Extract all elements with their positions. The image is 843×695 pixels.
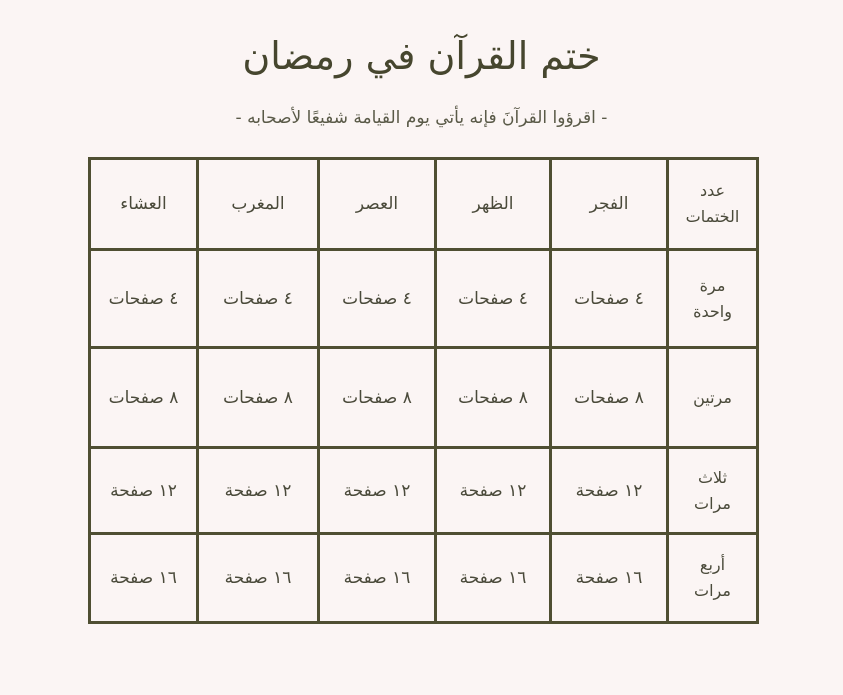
- table-cell: ٤ صفحات: [436, 250, 551, 348]
- table-cell: ١٦ صفحة: [436, 534, 551, 623]
- header-dhuhr: الظهر: [436, 159, 551, 250]
- header-maghrib: المغرب: [198, 159, 319, 250]
- table-cell: ٤ صفحات: [551, 250, 668, 348]
- row-label-four-times: أربع مرات: [668, 534, 758, 623]
- table-row: [90, 534, 758, 623]
- table-cell: ٨ صفحات: [551, 348, 668, 448]
- table-cell: ٤ صفحات: [90, 250, 198, 348]
- table-cell: ١٦ صفحة: [551, 534, 668, 623]
- table-cell: ١٦ صفحة: [198, 534, 319, 623]
- header-isha: العشاء: [90, 159, 198, 250]
- table-cell: ١٢ صفحة: [198, 448, 319, 534]
- table-row: [90, 348, 758, 448]
- table-cell: ٤ صفحات: [198, 250, 319, 348]
- table-cell: ٨ صفحات: [90, 348, 198, 448]
- table-cell: ١٢ صفحة: [436, 448, 551, 534]
- page-subtitle: - اقرؤوا القرآنَ فإنه يأتي يوم القيامة شفيعًا لأصحابه -: [235, 108, 608, 128]
- corner-header: عدد الختمات: [668, 159, 758, 250]
- table-cell: ٨ صفحات: [198, 348, 319, 448]
- header-fajr: الفجر: [551, 159, 668, 250]
- row-label-once: مرة واحدة: [668, 250, 758, 348]
- header-asr: العصر: [319, 159, 436, 250]
- row-label-three-times: ثلاث مرات: [668, 448, 758, 534]
- row-label-twice: مرتين: [668, 348, 758, 448]
- khatm-schedule-table: [88, 157, 759, 624]
- table-header-row: [90, 159, 758, 250]
- table-row: [90, 250, 758, 348]
- table-cell: ٨ صفحات: [319, 348, 436, 448]
- table-cell: ٤ صفحات: [319, 250, 436, 348]
- table-cell: ١٢ صفحة: [319, 448, 436, 534]
- table-cell: ١٦ صفحة: [90, 534, 198, 623]
- table-cell: ٨ صفحات: [436, 348, 551, 448]
- page-title: ختم القرآن في رمضان: [242, 34, 601, 78]
- table-row: [90, 448, 758, 534]
- table-cell: ١٢ صفحة: [90, 448, 198, 534]
- table-cell: ١٢ صفحة: [551, 448, 668, 534]
- table-cell: ١٦ صفحة: [319, 534, 436, 623]
